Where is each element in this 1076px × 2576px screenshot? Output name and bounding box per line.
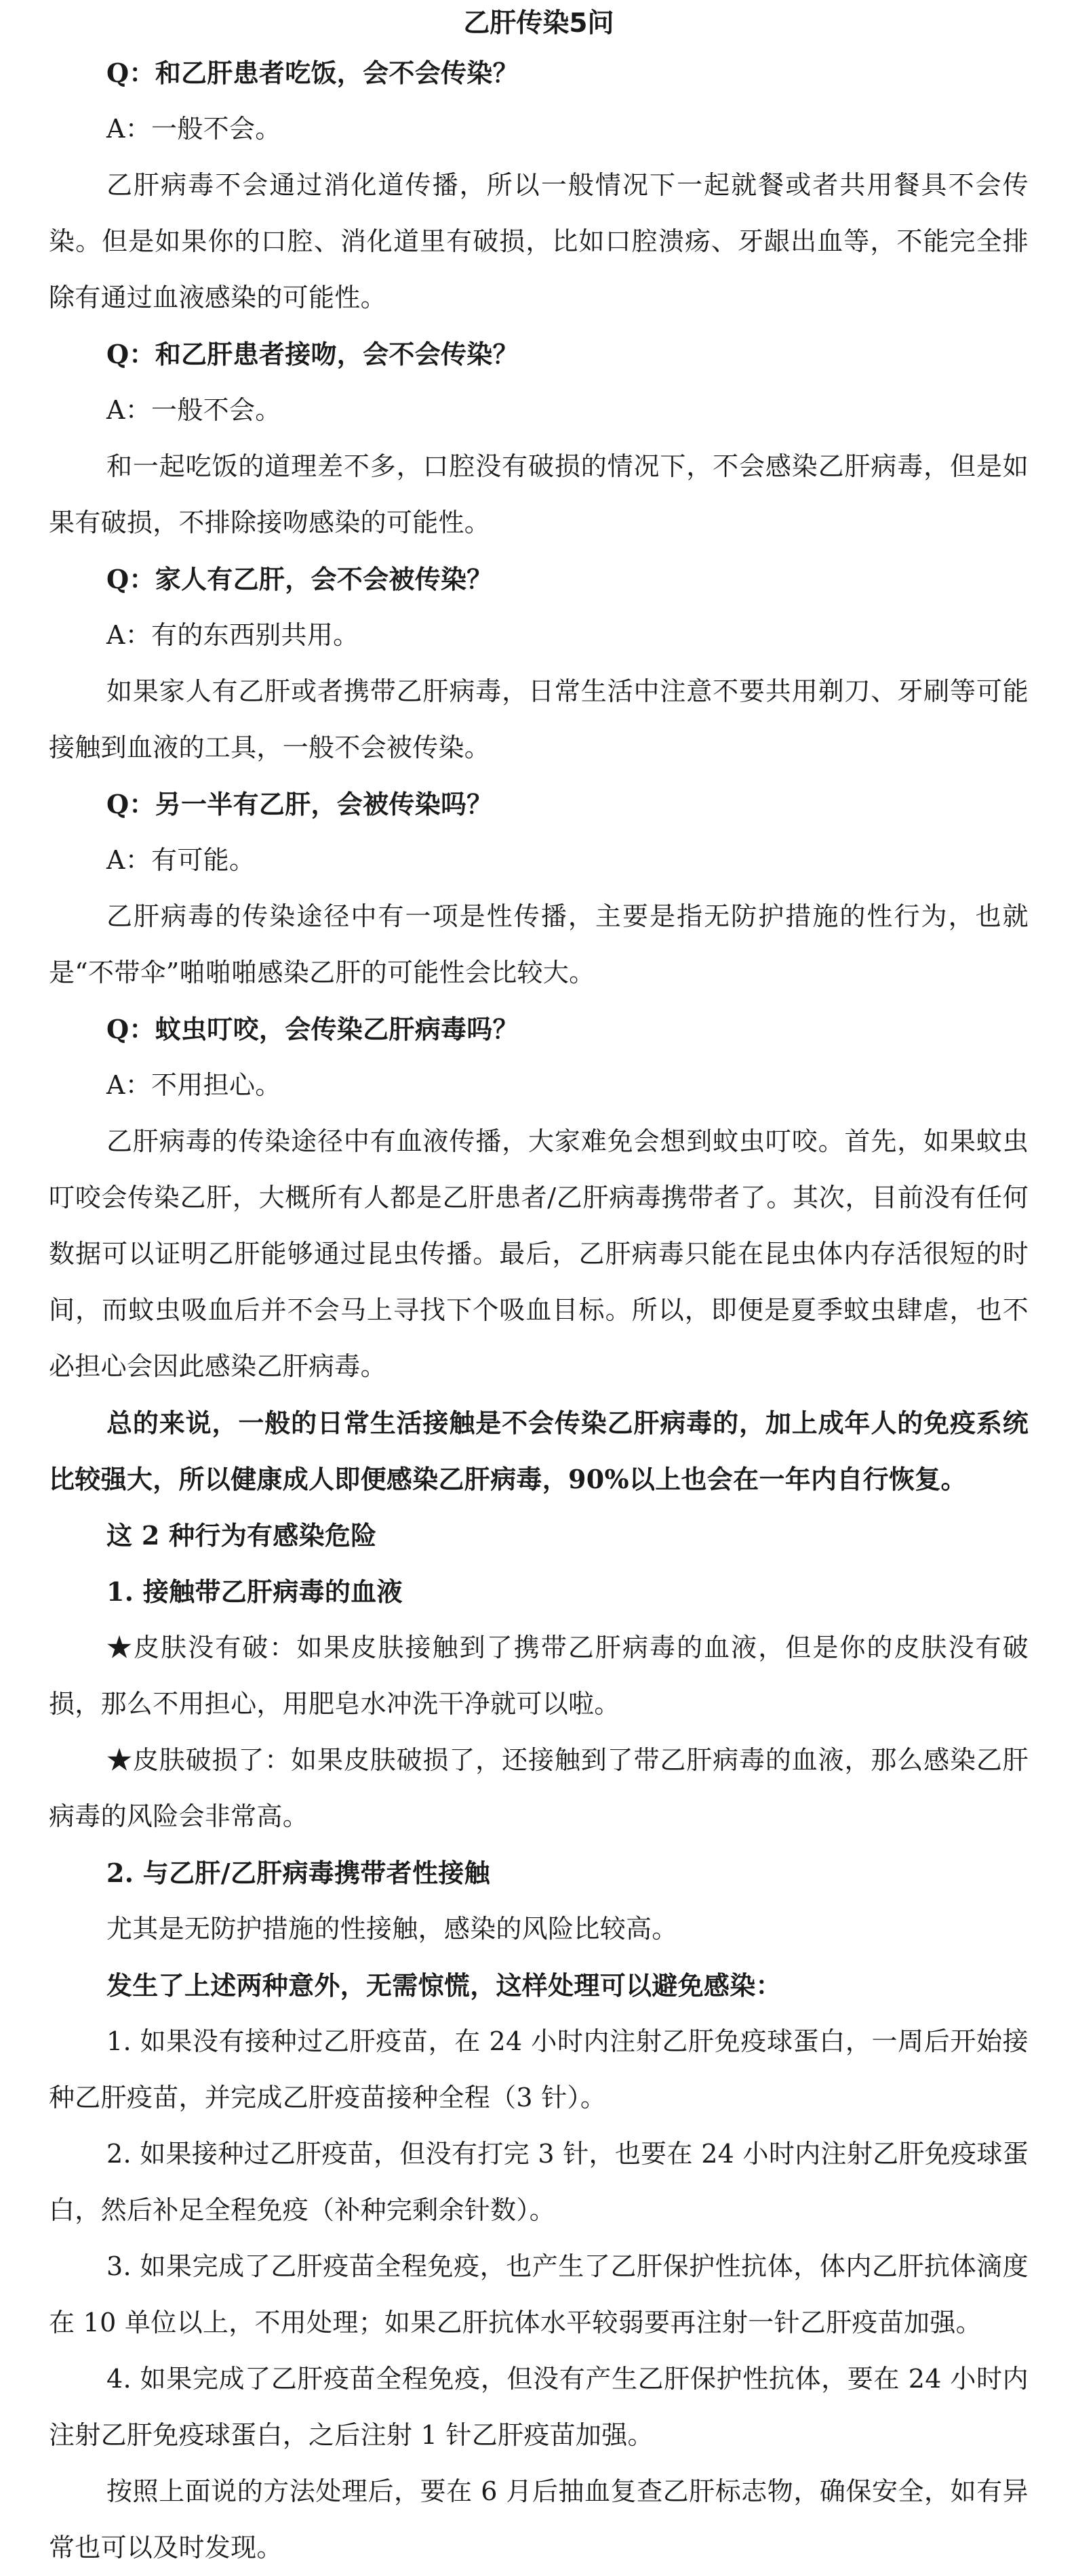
body-paragraph: A：有可能。 [106, 845, 256, 875]
body-paragraph: 乙肝病毒的传染途径中有血液传播，大家难免会想到蚊虫叮咬。首先，如果蚊虫叮咬会传染乙肝，大概所有人都是乙肝患者/乙肝病毒携带者了。其次，目前没有任何数据可以证明乙肝能够通过昆虫传播。最后，乙肝病毒只能在昆虫体内存活很短的时间，而蚊虫吸血后并不会马上寻找下个吸血目标。所以，即便是夏季蚊虫肆虐，也不必担心会因此感染乙肝病毒。 [49, 1126, 1029, 1381]
body-paragraph: A：不用担心。 [106, 1070, 281, 1100]
body-paragraph: 2. 如果接种过乙肝疫苗，但没有打完 3 针，也要在 24 小时内注射乙肝免疫球蛋白，然后补足全程免疫（补种完剩余针数）。 [49, 2139, 1029, 2225]
body-paragraph: 按照上面说的方法处理后，要在 6 月后抽血复查乙肝标志物，确保安全，如有异常也可以及时发现。 [49, 2476, 1029, 2562]
body-paragraph: A：有的东西别共用。 [106, 620, 359, 650]
body-paragraph: 尤其是无防护措施的性接触，感染的风险比较高。 [106, 1914, 678, 1944]
heading-paragraph: 总的来说，一般的日常生活接触是不会传染乙肝病毒的，加上成年人的免疫系统比较强大，所以健康成人即便感染乙肝病毒，90%以上也会在一年内自行恢复。 [49, 1408, 1029, 1494]
body-paragraph: ★皮肤没有破：如果皮肤接触到了携带乙肝病毒的血液，但是你的皮肤没有破损，那么不用担心，用肥皂水冲洗干净就可以啦。 [49, 1633, 1029, 1719]
heading-paragraph: Q：和乙肝患者吃饭，会不会传染？ [106, 58, 519, 88]
heading-paragraph: 1. 接触带乙肝病毒的血液 [106, 1576, 403, 1607]
body-paragraph: 1. 如果没有接种过乙肝疫苗，在 24 小时内注射乙肝免疫球蛋白，一周后开始接种乙肝疫苗，并完成乙肝疫苗接种全程（3 针）。 [49, 2026, 1029, 2112]
body-paragraph: A：一般不会。 [106, 114, 281, 144]
body-paragraph: 如果家人有乙肝或者携带乙肝病毒，日常生活中注意不要共用剃刀、牙刷等可能接触到血液的工具，一般不会被传染。 [49, 676, 1029, 762]
body-paragraph: 乙肝病毒不会通过消化道传播，所以一般情况下一起就餐或者共用餐具不会传染。但是如果你的口腔、消化道里有破损，比如口腔溃疡、牙龈出血等，不能完全排除有通过血液感染的可能性。 [49, 170, 1029, 312]
document-title: 乙肝传染5问 [463, 8, 614, 39]
body-paragraph: 和一起吃饭的道理差不多，口腔没有破损的情况下，不会感染乙肝病毒，但是如果有破损，不排除接吻感染的可能性。 [49, 451, 1029, 537]
heading-paragraph: 这 2 种行为有感染危险 [106, 1520, 377, 1551]
heading-paragraph: 2. 与乙肝/乙肝病毒携带者性接触 [106, 1858, 490, 1888]
heading-paragraph: Q：蚊虫叮咬，会传染乙肝病毒吗？ [106, 1014, 519, 1044]
heading-paragraph: 发生了上述两种意外，无需惊慌，这样处理可以避免感染： [106, 1970, 782, 2001]
heading-paragraph: Q：另一半有乙肝，会被传染吗？ [106, 789, 493, 819]
heading-paragraph: Q：家人有乙肝，会不会被传染？ [106, 564, 493, 594]
heading-paragraph: Q：和乙肝患者接吻，会不会传染？ [106, 339, 519, 369]
body-paragraph: ★皮肤破损了：如果皮肤破损了，还接触到了带乙肝病毒的血液，那么感染乙肝病毒的风险会非常高。 [49, 1745, 1029, 1831]
body-paragraph: 3. 如果完成了乙肝疫苗全程免疫，也产生了乙肝保护性抗体，体内乙肝抗体滴度在 10 单位以上，不用处理；如果乙肝抗体水平较弱要再注射一针乙肝疫苗加强。 [49, 2251, 1029, 2337]
body-paragraph: 4. 如果完成了乙肝疫苗全程免疫，但没有产生乙肝保护性抗体，要在 24 小时内注射乙肝免疫球蛋白，之后注射 1 针乙肝疫苗加强。 [49, 2364, 1029, 2450]
document-body [49, 45, 1029, 2576]
body-paragraph: A：一般不会。 [106, 395, 281, 425]
body-paragraph: 乙肝病毒的传染途径中有一项是性传播，主要是指无防护措施的性行为，也就是“不带伞”啪啪啪感染乙肝的可能性会比较大。 [49, 901, 1029, 987]
